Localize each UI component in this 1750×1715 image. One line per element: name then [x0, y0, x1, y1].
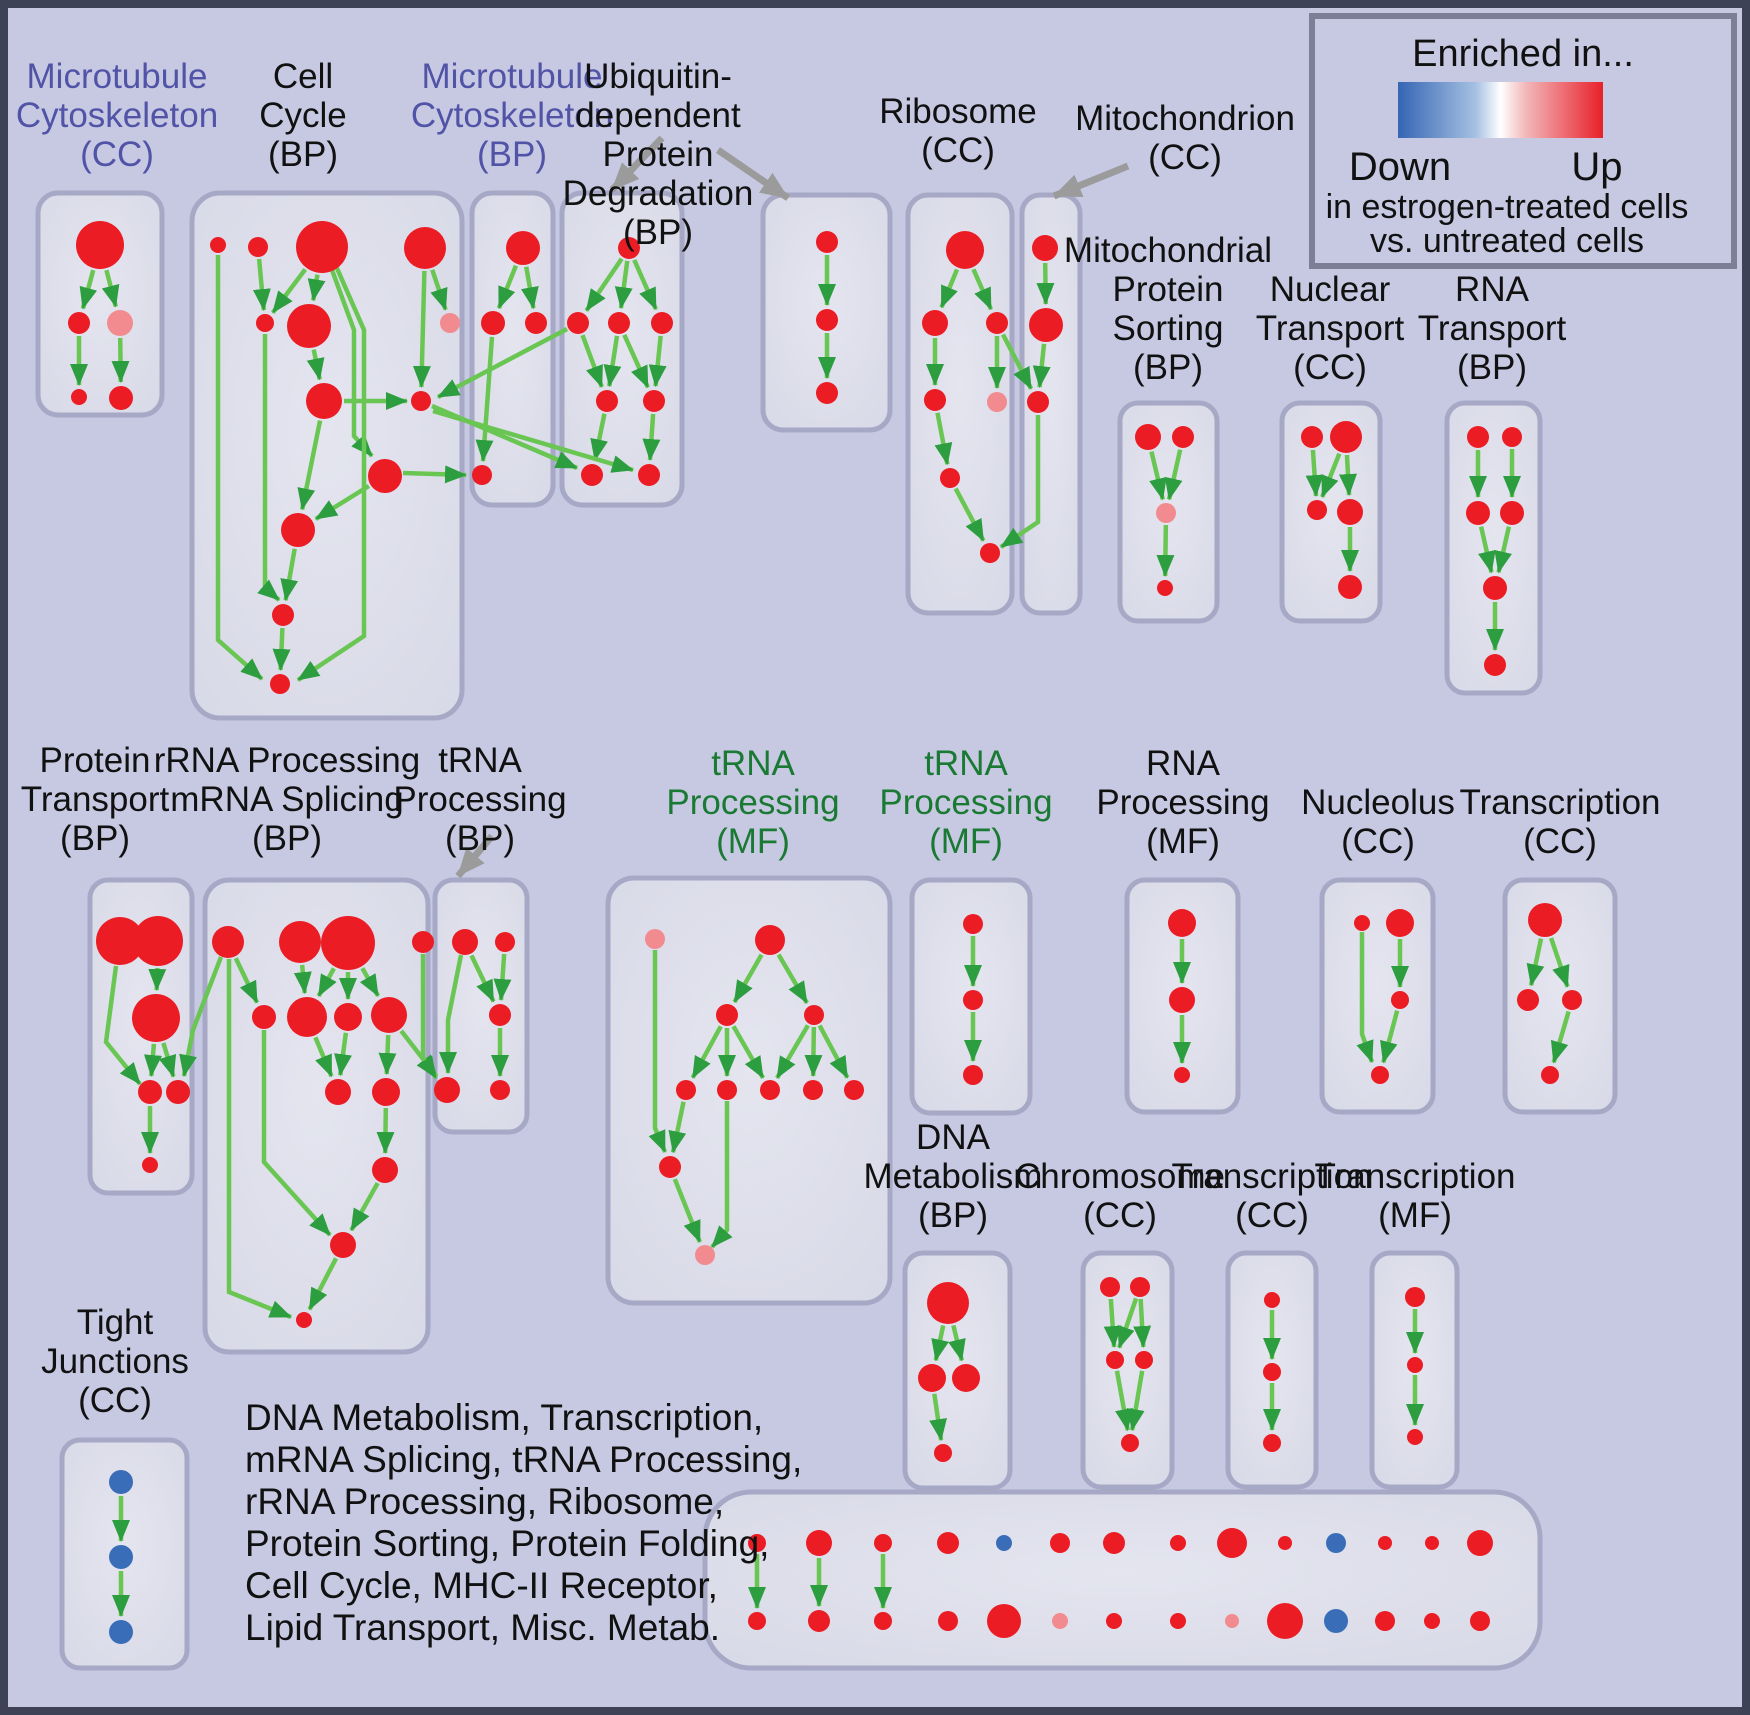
graph-node-v1: [816, 231, 838, 253]
graph-edge: [120, 338, 121, 382]
graph-node-g11: [695, 1245, 715, 1265]
graph-node-w3: [1027, 391, 1049, 413]
cluster-label: Transcription (CC): [1459, 783, 1661, 861]
graph-node-k2: [1517, 989, 1539, 1011]
graph-node-i2: [1169, 987, 1195, 1013]
legend-subtitle: in estrogen-treated cells: [1325, 188, 1689, 226]
graph-edge: [650, 414, 653, 460]
graph-node-bb11: [1324, 1609, 1348, 1633]
graph-node-f2: [1263, 1363, 1281, 1381]
legend: [1312, 16, 1734, 266]
graph-node-c1: [210, 237, 226, 253]
graph-node-d2: [918, 1364, 946, 1392]
graph-node-g5: [676, 1080, 696, 1100]
graph-node-g4: [804, 1005, 824, 1025]
graph-node-c10: [368, 459, 402, 493]
graph-node-p3: [1156, 503, 1176, 523]
graph-node-bb5: [987, 1604, 1021, 1638]
graph-node-ba8: [1170, 1535, 1186, 1551]
graph-node-b12: [330, 1232, 356, 1258]
graph-node-ba2: [806, 1530, 832, 1556]
cluster-box-misc-bottom: [705, 1492, 1540, 1668]
graph-node-u2: [567, 312, 589, 334]
graph-node-u7: [581, 464, 603, 486]
graph-node-b10: [372, 1078, 400, 1106]
graph-node-c3: [296, 221, 348, 273]
graph-node-m1: [76, 221, 124, 269]
cluster-label: rRNA Processing mRNA Splicing (BP): [153, 741, 421, 858]
graph-node-b6: [287, 997, 327, 1037]
graph-node-p4: [1157, 580, 1173, 596]
graph-edge: [1313, 450, 1316, 496]
cluster-label: DNA Metabolism, Transcription, mRNA Splicing, tRNA Processing, rRNA Processing, Ribosome, Protein Sorting, Protein Folding, Cell Cycle, MHC-II Receptor, Lipid Transport, Misc. Metab.: [245, 1397, 803, 1648]
graph-node-bb9: [1225, 1614, 1239, 1628]
cluster-label: Transcription (CC): [1171, 1157, 1373, 1235]
graph-node-b13: [296, 1312, 312, 1328]
graph-edge: [403, 473, 466, 475]
cluster-label: Ubiquitin-dependent Protein Degradation (BP): [562, 57, 754, 252]
graph-node-g1: [645, 929, 665, 949]
graph-node-ba3: [874, 1534, 892, 1552]
cluster-label: tRNA Processing (BP): [393, 741, 567, 858]
graph-node-ba5: [996, 1535, 1012, 1551]
graph-node-b2: [279, 921, 321, 963]
graph-node-w2: [1029, 308, 1063, 342]
graph-node-r7: [980, 543, 1000, 563]
cluster-label: Mitochondrion (CC): [1075, 99, 1295, 177]
cluster-label: Protein Transport (BP): [20, 741, 170, 858]
cluster-label: Mitochondrial Protein Sorting (BP): [1063, 231, 1273, 387]
graph-node-r3: [986, 312, 1008, 334]
graph-edge: [1347, 455, 1349, 495]
graph-node-b8: [371, 997, 407, 1033]
graph-node-g9: [844, 1080, 864, 1100]
cluster-box-chromosome: [1083, 1253, 1172, 1487]
graph-node-bb6: [1052, 1613, 1068, 1629]
graph-node-bb8: [1170, 1613, 1186, 1629]
graph-node-p1: [1135, 424, 1161, 450]
graph-node-n5: [1338, 575, 1362, 599]
graph-node-g10: [659, 1156, 681, 1178]
graph-node-g6: [717, 1080, 737, 1100]
graph-node-d1: [927, 1282, 969, 1324]
graph-node-b1: [212, 926, 244, 958]
graph-node-b7: [334, 1003, 362, 1031]
graph-edge: [387, 1035, 389, 1074]
graph-node-q6: [1484, 654, 1506, 676]
graph-node-c6: [287, 304, 331, 348]
graph-node-x2: [495, 932, 515, 952]
graph-node-q4: [1500, 501, 1524, 525]
graph-node-c12: [272, 604, 294, 626]
graph-node-n2: [1330, 421, 1362, 453]
cluster-label: RNA Processing (MF): [1096, 744, 1270, 861]
graph-node-x4: [490, 1080, 510, 1100]
graph-node-w1: [1032, 235, 1058, 261]
legend-title: Enriched in...: [1412, 33, 1634, 75]
graph-node-g2: [755, 925, 785, 955]
cluster-label: Nucleolus (CC): [1301, 783, 1455, 861]
graph-node-bb7: [1106, 1613, 1122, 1629]
graph-node-x1: [452, 929, 478, 955]
graph-edge: [501, 954, 504, 1000]
graph-node-h3: [963, 1065, 983, 1085]
graph-edge: [385, 1108, 386, 1153]
graph-node-g7: [760, 1080, 780, 1100]
graph-node-p2: [1172, 426, 1194, 448]
graph-node-e1: [1100, 1277, 1120, 1297]
graph-node-bb10: [1267, 1603, 1303, 1639]
graph-node-bb12: [1375, 1611, 1395, 1631]
graph-node-e3: [1106, 1351, 1124, 1369]
graph-node-ba13: [1425, 1536, 1439, 1550]
graph-node-ba6: [1050, 1533, 1070, 1553]
graph-node-a2: [133, 916, 183, 966]
graph-node-ba4: [937, 1532, 959, 1554]
graph-edge: [813, 1027, 814, 1076]
graph-node-m2: [68, 312, 90, 334]
graph-node-j3: [1391, 991, 1409, 1009]
graph-node-ba9: [1217, 1528, 1247, 1558]
graph-node-c11: [281, 513, 315, 547]
graph-node-i1: [1168, 909, 1196, 937]
graph-edge: [281, 628, 283, 670]
graph-node-z2: [109, 1545, 133, 1569]
graph-node-j4: [1371, 1066, 1389, 1084]
graph-node-o1: [1405, 1287, 1425, 1307]
cluster-label: Nuclear Transport (CC): [1255, 270, 1405, 387]
graph-node-z3: [109, 1620, 133, 1644]
graph-node-u4: [651, 312, 673, 334]
graph-node-b3: [321, 916, 375, 970]
graph-edge: [151, 1044, 154, 1076]
graph-node-ba14: [1467, 1530, 1493, 1556]
graph-node-ba10: [1278, 1536, 1292, 1550]
cluster-label: Tight Junctions (CC): [41, 1303, 189, 1420]
graph-node-c7: [440, 313, 460, 333]
cluster-label: DNA Metabolism (BP): [863, 1118, 1043, 1235]
graph-node-o2: [1407, 1357, 1423, 1373]
graph-node-b5: [252, 1005, 276, 1029]
cluster-label: Ribosome (CC): [879, 92, 1037, 170]
graph-node-t2: [481, 311, 505, 335]
graph-node-v3: [816, 382, 838, 404]
graph-node-r5: [987, 392, 1007, 412]
graph-node-q3: [1466, 501, 1490, 525]
graph-node-c9: [411, 391, 431, 411]
graph-node-t3: [525, 312, 547, 334]
graph-node-r1: [946, 231, 984, 269]
graph-node-x5: [489, 1004, 511, 1026]
cluster-label: tRNA Processing (MF): [666, 744, 840, 861]
graph-node-e5: [1121, 1434, 1139, 1452]
graph-node-u5: [596, 390, 618, 412]
graph-node-f3: [1263, 1434, 1281, 1452]
legend-down-label: Down: [1348, 145, 1452, 189]
cluster-label: Chromosome (CC): [1014, 1157, 1226, 1235]
graph-node-t4: [472, 465, 492, 485]
cluster-label: Microtubule Cytoskeleton (BP): [410, 57, 614, 174]
graph-node-m5: [109, 386, 133, 410]
graph-node-h1: [963, 914, 983, 934]
graph-edge: [1045, 263, 1046, 304]
graph-node-ba11: [1326, 1533, 1346, 1553]
graph-node-j1: [1354, 915, 1370, 931]
graph-node-ba12: [1378, 1536, 1392, 1550]
graph-node-k3: [1562, 990, 1582, 1010]
graph-node-bb13: [1424, 1613, 1440, 1629]
graph-node-u8: [638, 464, 660, 486]
graph-node-bb2: [808, 1610, 830, 1632]
graph-node-m4: [71, 389, 87, 405]
graph-node-n1: [1301, 426, 1323, 448]
graph-node-z1: [109, 1470, 133, 1494]
graph-node-q5: [1483, 576, 1507, 600]
graph-node-a3: [132, 994, 180, 1042]
graph-edge: [1141, 1299, 1144, 1347]
graph-node-j2: [1386, 909, 1414, 937]
graph-node-c4: [404, 227, 446, 269]
graph-node-bb3: [874, 1612, 892, 1630]
graph-node-d3: [952, 1364, 980, 1392]
legend-up-label: Up: [1571, 145, 1623, 189]
legend-subtitle: vs. untreated cells: [1369, 222, 1645, 260]
graph-node-n4: [1337, 499, 1363, 525]
graph-node-b9: [325, 1079, 351, 1105]
graph-node-v2: [816, 309, 838, 331]
graph-node-b11: [372, 1157, 398, 1183]
graph-node-c8: [306, 383, 342, 419]
graph-node-e2: [1130, 1277, 1150, 1297]
graph-node-q1: [1467, 426, 1489, 448]
graph-node-e4: [1135, 1351, 1153, 1369]
graph-node-i3: [1174, 1067, 1190, 1083]
graph-node-bb14: [1470, 1611, 1490, 1631]
cluster-label: Microtubule Cytoskeleton (CC): [15, 57, 219, 174]
graph-edge: [302, 965, 305, 993]
legend-gradient-bar: [1398, 82, 1603, 138]
cluster-label: Cell Cycle (BP): [259, 57, 347, 174]
graph-node-r4: [924, 389, 946, 411]
graph-node-u6: [643, 390, 665, 412]
graph-node-h2: [963, 990, 983, 1010]
graph-node-m3: [107, 310, 133, 336]
graph-node-c2: [248, 237, 268, 257]
graph-node-u3: [608, 312, 630, 334]
graph-node-r6: [940, 468, 960, 488]
graph-node-c13: [270, 674, 290, 694]
graph-node-g3: [716, 1004, 738, 1026]
graph-node-t1: [506, 231, 540, 265]
graph-node-c5: [256, 314, 274, 332]
graph-node-g8: [803, 1080, 823, 1100]
graph-node-o3: [1407, 1429, 1423, 1445]
graph-node-x3: [434, 1077, 460, 1103]
graph-node-q2: [1502, 427, 1522, 447]
graph-node-a4: [138, 1080, 162, 1104]
graph-edge: [1165, 525, 1166, 576]
graph-node-f1: [1264, 1292, 1280, 1308]
graph-node-r2: [922, 310, 948, 336]
graph-node-bb1: [748, 1612, 766, 1630]
graph-node-k1: [1528, 903, 1562, 937]
graph-node-bb4: [938, 1611, 958, 1631]
graph-edge: [421, 271, 424, 387]
graph-node-ba7: [1103, 1532, 1125, 1554]
cluster-label: RNA Transport (BP): [1417, 270, 1567, 387]
graph-node-a6: [142, 1157, 158, 1173]
cluster-label: tRNA Processing (MF): [879, 744, 1053, 861]
graph-node-d4: [934, 1444, 952, 1462]
graph-edge: [157, 968, 158, 990]
cluster-label: Transcription (MF): [1314, 1157, 1516, 1235]
graph-node-b4: [412, 931, 434, 953]
graph-node-k4: [1541, 1066, 1559, 1084]
graph-node-n3: [1307, 500, 1327, 520]
graph-node-a5: [166, 1080, 190, 1104]
